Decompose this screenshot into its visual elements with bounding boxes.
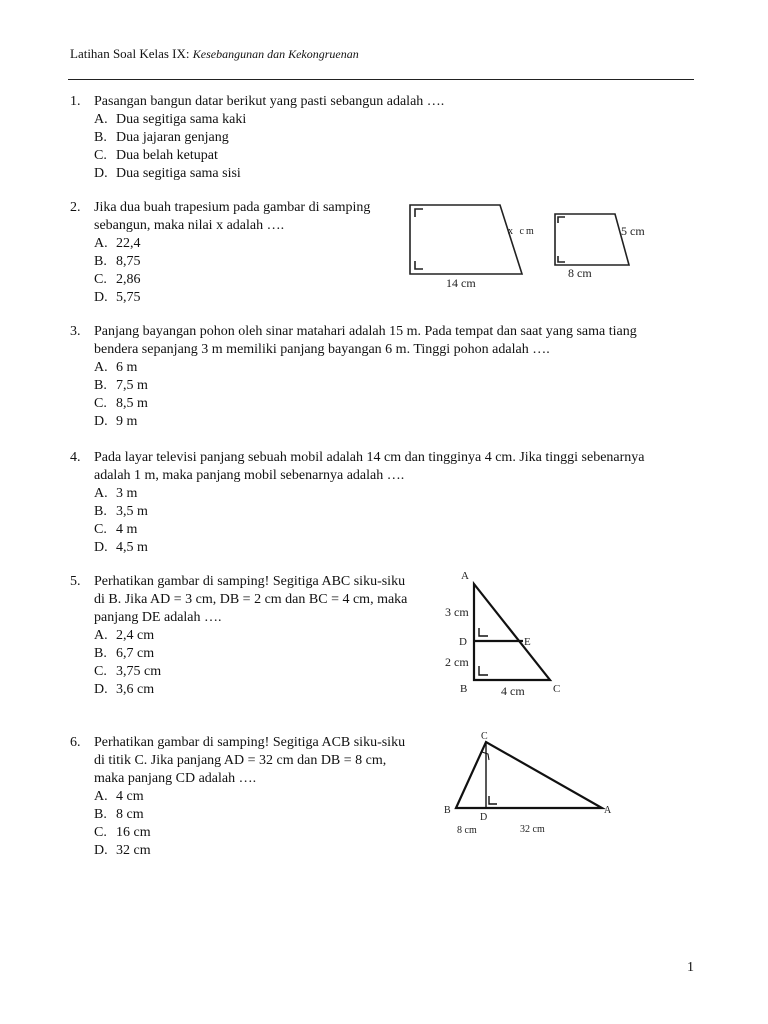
triangle-abc-figure <box>440 566 570 707</box>
large-trapezoid <box>410 205 522 274</box>
question-5 <box>70 573 407 699</box>
right-angle-mark <box>489 796 497 804</box>
x-label: x cm <box>508 226 536 237</box>
ad-label: 32 cm <box>520 824 545 835</box>
option-text: 3,6 cm <box>116 682 155 697</box>
vertex-b: B <box>444 805 451 816</box>
option-text: 4 cm <box>116 789 144 804</box>
vertex-d: D <box>459 636 467 648</box>
option-letter: A. <box>94 628 108 643</box>
question-text: Pasangan bangun datar berikut yang pasti sebangun adalah …. <box>94 94 445 109</box>
right-angle-mark <box>479 666 488 675</box>
option-b[interactable] <box>70 645 407 663</box>
bc-label: 4 cm <box>501 684 525 698</box>
option-c[interactable] <box>70 147 444 165</box>
page-header <box>70 46 359 62</box>
triangle-abc <box>474 584 550 680</box>
right-angle-mark <box>558 256 565 262</box>
vertex-e: E <box>524 636 531 648</box>
page-number: 1 <box>687 960 694 975</box>
option-letter: D. <box>94 682 108 697</box>
option-text: 8,75 <box>116 254 141 269</box>
option-text: 2,4 cm <box>116 628 155 643</box>
vertex-d: D <box>480 812 488 823</box>
option-b[interactable] <box>70 129 444 147</box>
db-label: 2 cm <box>445 655 469 669</box>
option-letter: D. <box>94 843 108 858</box>
right-angle-mark <box>415 209 423 217</box>
option-letter: A. <box>94 789 108 804</box>
option-letter: B. <box>94 130 107 145</box>
option-a[interactable] <box>70 359 637 377</box>
question-2 <box>70 199 370 307</box>
question-text: Jika dua buah trapesium pada gambar di samping <box>94 200 371 215</box>
small-side-label: 5 cm <box>621 224 645 238</box>
question-text: maka panjang CD adalah …. <box>94 771 257 786</box>
large-base-label: 14 cm <box>446 276 476 290</box>
option-text: 3,5 m <box>116 504 148 519</box>
question-number: 6. <box>70 735 81 750</box>
option-letter: D. <box>94 540 108 555</box>
option-a[interactable] <box>70 111 444 129</box>
option-text: 7,5 m <box>116 378 148 393</box>
question-number: 2. <box>70 200 81 215</box>
question-number: 3. <box>70 324 81 339</box>
option-letter: C. <box>94 396 107 411</box>
triangle-acb-figure <box>440 728 630 843</box>
option-letter: B. <box>94 807 107 822</box>
option-text: 3 m <box>116 486 138 501</box>
option-letter: A. <box>94 112 108 127</box>
option-text: 5,75 <box>116 290 141 305</box>
option-c[interactable] <box>70 663 407 681</box>
option-d[interactable] <box>70 289 370 307</box>
option-text: Dua segitiga sama sisi <box>116 166 241 181</box>
option-letter: B. <box>94 504 107 519</box>
option-a[interactable] <box>70 485 645 503</box>
question-text: adalah 1 m, maka panjang mobil sebenarnya adalah …. <box>94 468 405 483</box>
option-b[interactable] <box>70 377 637 395</box>
option-letter: C. <box>94 664 107 679</box>
header-rule <box>68 79 694 80</box>
option-a[interactable] <box>70 235 370 253</box>
option-text: 9 m <box>116 414 138 429</box>
right-angle-mark <box>558 217 565 223</box>
option-letter: C. <box>94 825 107 840</box>
triangle-acb <box>456 742 602 808</box>
option-text: 22,4 <box>116 236 141 251</box>
option-d[interactable] <box>70 842 405 860</box>
option-letter: B. <box>94 254 107 269</box>
question-text: di B. Jika AD = 3 cm, DB = 2 cm dan BC = 4 cm, maka <box>94 592 408 607</box>
vertex-a: A <box>604 805 612 816</box>
ad-label: 3 cm <box>445 605 469 619</box>
option-letter: D. <box>94 290 108 305</box>
option-letter: B. <box>94 378 107 393</box>
question-number: 4. <box>70 450 81 465</box>
option-text: 6,7 cm <box>116 646 155 661</box>
header-title: Latihan Soal Kelas IX: <box>70 46 190 61</box>
option-d[interactable] <box>70 681 407 699</box>
option-text: 6 m <box>116 360 138 375</box>
option-text: 3,75 cm <box>116 664 162 679</box>
option-d[interactable] <box>70 165 444 183</box>
question-number: 5. <box>70 574 81 589</box>
question-text: Pada layar televisi panjang sebuah mobil adalah 14 cm dan tingginya 4 cm. Jika tinggi sebenarnya <box>94 450 645 465</box>
option-c[interactable] <box>70 271 370 289</box>
option-text: 4 m <box>116 522 138 537</box>
db-label: 8 cm <box>457 825 477 836</box>
option-letter: A. <box>94 486 108 501</box>
option-a[interactable] <box>70 627 407 645</box>
option-letter: B. <box>94 646 107 661</box>
header-subtitle: Kesebangunan dan Kekongruenan <box>192 47 359 61</box>
option-text: 16 cm <box>116 825 151 840</box>
option-letter: C. <box>94 522 107 537</box>
option-letter: C. <box>94 272 107 287</box>
question-4 <box>70 449 645 557</box>
vertex-b: B <box>460 683 468 695</box>
option-c[interactable] <box>70 521 645 539</box>
question-6 <box>70 734 405 860</box>
option-text: 32 cm <box>116 843 151 858</box>
option-text: 8,5 m <box>116 396 148 411</box>
question-text: Perhatikan gambar di samping! Segitiga ABC siku-siku <box>94 574 406 589</box>
vertex-c: C <box>481 731 488 742</box>
question-text: panjang DE adalah …. <box>94 610 222 625</box>
question-3 <box>70 323 637 431</box>
option-text: Dua belah ketupat <box>116 148 218 163</box>
vertex-c: C <box>553 683 561 695</box>
option-letter: A. <box>94 360 108 375</box>
option-b[interactable] <box>70 253 370 271</box>
right-angle-mark <box>415 261 423 269</box>
option-text: 2,86 <box>116 272 141 287</box>
option-text: Dua jajaran genjang <box>116 130 229 145</box>
question-text: di titik C. Jika panjang AD = 32 cm dan DB = 8 cm, <box>94 753 387 768</box>
option-letter: D. <box>94 414 108 429</box>
option-d[interactable] <box>70 413 637 431</box>
option-letter: C. <box>94 148 107 163</box>
question-text: Perhatikan gambar di samping! Segitiga ACB siku-siku <box>94 735 406 750</box>
small-trapezoid <box>555 214 629 265</box>
right-angle-mark <box>479 628 488 636</box>
small-base-label: 8 cm <box>568 266 592 280</box>
option-c[interactable] <box>70 395 637 413</box>
option-a[interactable] <box>70 788 405 806</box>
option-text: Dua segitiga sama kaki <box>116 112 247 127</box>
question-text: bendera sepanjang 3 m memiliki panjang bayangan 6 m. Tinggi pohon adalah …. <box>94 342 550 357</box>
option-letter: D. <box>94 166 108 181</box>
option-b[interactable] <box>70 806 405 824</box>
question-text: sebangun, maka nilai x adalah …. <box>94 218 285 233</box>
option-letter: A. <box>94 236 108 251</box>
question-text: Panjang bayangan pohon oleh sinar matahari adalah 15 m. Pada tempat dan saat yang sama tiang <box>94 324 637 339</box>
vertex-a: A <box>461 570 469 582</box>
option-c[interactable] <box>70 824 405 842</box>
option-text: 4,5 m <box>116 540 148 555</box>
trapezoids-figure <box>400 195 660 300</box>
question-number: 1. <box>70 94 81 109</box>
option-text: 8 cm <box>116 807 144 822</box>
option-b[interactable] <box>70 503 645 521</box>
option-d[interactable] <box>70 539 645 557</box>
question-1 <box>70 93 444 183</box>
